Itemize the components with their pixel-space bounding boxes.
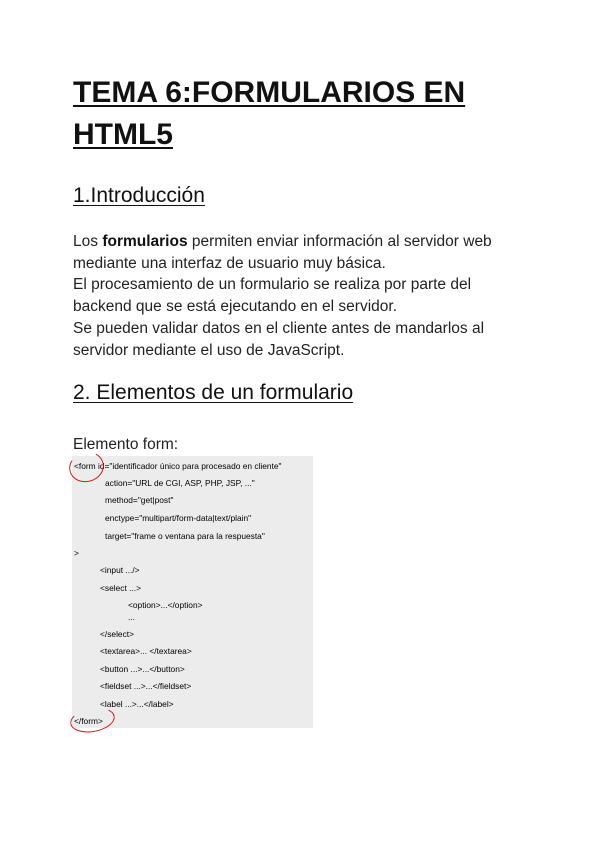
code-line: <input .../>	[100, 565, 140, 575]
code-line: method="get|post"	[105, 495, 174, 505]
code-line: </form>	[74, 716, 103, 726]
section-heading-elementos: 2. Elementos de un formulario	[73, 381, 354, 404]
paragraph-line-4: backend que se está ejecutando en el servidor.	[73, 298, 398, 316]
form-code-image	[72, 456, 313, 728]
paragraph-line-3: El procesamiento de un formulario se realiza por parte del	[73, 276, 472, 294]
code-line: <option>...</option>	[128, 600, 203, 610]
paragraph-line-5: Se pueden validar datos en el cliente antes de mandarlos al	[73, 319, 485, 337]
code-line: ...	[128, 612, 135, 622]
code-line: action="URL de CGI, ASP, PHP, JSP, ..."	[105, 478, 255, 488]
code-line: <button ...>...</button>	[100, 664, 185, 674]
code-line: <select ...>	[100, 583, 141, 593]
bold-term-formularios: formularios	[102, 233, 188, 250]
element-form-label: Elemento form:	[73, 436, 179, 453]
code-line: <textarea>... </textarea>	[100, 646, 192, 656]
code-line: >	[74, 548, 79, 558]
code-line: <fieldset ...>...</fieldset>	[100, 681, 192, 691]
paragraph-line-1: Los formularios permiten enviar información al servidor web	[73, 233, 492, 250]
intro-paragraph	[73, 231, 543, 361]
paragraph-line-2: mediante una interfaz de usuario muy básica.	[73, 254, 386, 272]
code-line: <label ...>...</label>	[100, 699, 174, 709]
section-heading-introduccion: 1.Introducción	[73, 184, 205, 207]
code-line: </select>	[100, 629, 134, 639]
code-line: target="frame o ventana para la respuesta"	[105, 531, 265, 541]
paragraph-line-6: servidor mediante el uso de JavaScript.	[73, 341, 345, 359]
page-title: TEMA 6:FORMULARIOS EN HTML5	[73, 76, 466, 151]
red-circle-annotation-close-tag	[68, 704, 116, 735]
code-line: <form id="identificador único para procesado en cliente"	[74, 461, 282, 471]
code-line: enctype="multipart/form-data|text/plain"	[105, 513, 252, 523]
